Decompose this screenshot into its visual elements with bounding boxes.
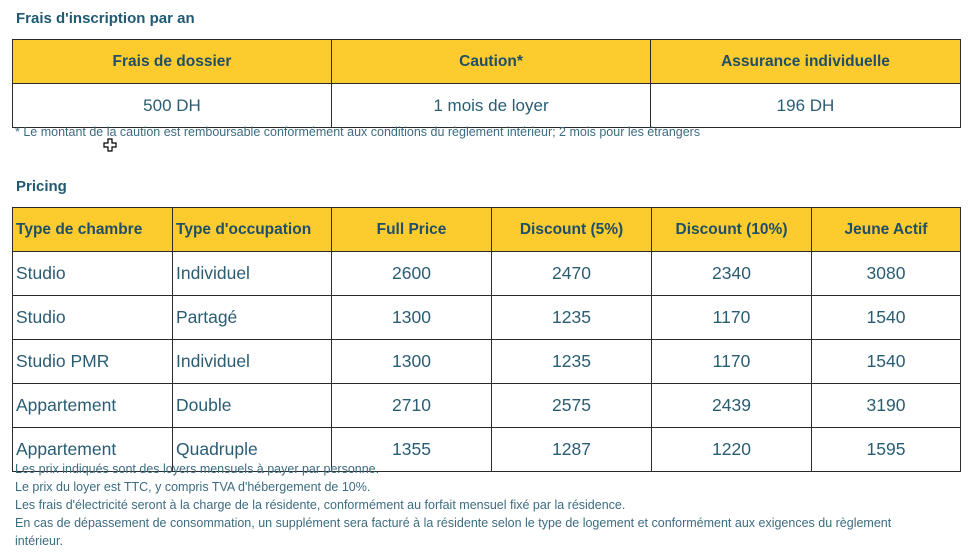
pricing-header-row <box>13 208 961 252</box>
pricing-section-title: Pricing <box>16 178 67 195</box>
fees-value-cell: 1 mois de loyer <box>332 84 651 128</box>
pricing-header-cell: Type d'occupation <box>173 208 332 252</box>
discount-10-cell: 1170 <box>652 296 812 340</box>
occupancy-cell: Quadruple <box>173 428 332 472</box>
full-price-cell: 2600 <box>332 252 492 296</box>
discount-10-cell: 2439 <box>652 384 812 428</box>
occupancy-cell: Double <box>173 384 332 428</box>
pricing-header-cell: Discount (5%) <box>492 208 652 252</box>
room-type-cell: Studio <box>13 296 173 340</box>
caution-footnote: * Le montant de la caution est remboursable conformément aux conditions du règlement intérieur; 2 mois pour les étrangers <box>15 125 701 139</box>
discount-5-cell: 2470 <box>492 252 652 296</box>
occupancy-cell: Individuel <box>173 252 332 296</box>
footnote-line: Les frais d'électricité seront à la charge de la résidente, conformément au forfait mensuel fixé par la résidence. <box>15 498 626 512</box>
jeune-actif-cell: 3190 <box>812 384 961 428</box>
fees-header-cell: Assurance individuelle <box>651 40 961 84</box>
pricing-row <box>13 252 961 296</box>
discount-10-cell: 1220 <box>652 428 812 472</box>
discount-10-cell: 1170 <box>652 340 812 384</box>
pricing-row <box>13 340 961 384</box>
pricing-header-cell: Type de chambre <box>13 208 173 252</box>
jeune-actif-cell: 1540 <box>812 340 961 384</box>
pricing-header-cell: Full Price <box>332 208 492 252</box>
footnote-line: En cas de dépassement de consommation, un supplément sera facturé à la résidente selon le type de logement et conformément aux exigences du règlement intérieur. <box>15 516 892 548</box>
occupancy-cell: Partagé <box>173 296 332 340</box>
footnote-line: Les prix indiqués sont des loyers mensuels à payer par personne. <box>15 462 380 476</box>
fees-header-cell: Caution* <box>332 40 651 84</box>
occupancy-cell: Individuel <box>173 340 332 384</box>
full-price-cell: 1300 <box>332 296 492 340</box>
room-type-cell: Appartement <box>13 428 173 472</box>
room-type-cell: Studio PMR <box>13 340 173 384</box>
discount-5-cell: 1287 <box>492 428 652 472</box>
footnote-line: Le prix du loyer est TTC, y compris TVA d'hébergement de 10%. <box>15 480 371 494</box>
pricing-row <box>13 296 961 340</box>
pricing-header-cell: Discount (10%) <box>652 208 812 252</box>
pricing-row <box>13 384 961 428</box>
pricing-header-cell: Jeune Actif <box>812 208 961 252</box>
full-price-cell: 1355 <box>332 428 492 472</box>
move-cursor-icon <box>103 138 117 152</box>
full-price-cell: 2710 <box>332 384 492 428</box>
fees-header-cell: Frais de dossier <box>13 40 332 84</box>
jeune-actif-cell: 1595 <box>812 428 961 472</box>
fees-value-cell: 196 DH <box>651 84 961 128</box>
fees-value-row <box>13 84 961 128</box>
discount-10-cell: 2340 <box>652 252 812 296</box>
jeune-actif-cell: 1540 <box>812 296 961 340</box>
pricing-table <box>12 207 961 472</box>
discount-5-cell: 1235 <box>492 340 652 384</box>
jeune-actif-cell: 3080 <box>812 252 961 296</box>
full-price-cell: 1300 <box>332 340 492 384</box>
pricing-footnotes <box>15 460 935 550</box>
fees-section-title: Frais d'inscription par an <box>16 10 195 27</box>
fees-value-cell: 500 DH <box>13 84 332 128</box>
room-type-cell: Appartement <box>13 384 173 428</box>
room-type-cell: Studio <box>13 252 173 296</box>
fees-table <box>12 39 961 128</box>
discount-5-cell: 1235 <box>492 296 652 340</box>
discount-5-cell: 2575 <box>492 384 652 428</box>
fees-header-row <box>13 40 961 84</box>
